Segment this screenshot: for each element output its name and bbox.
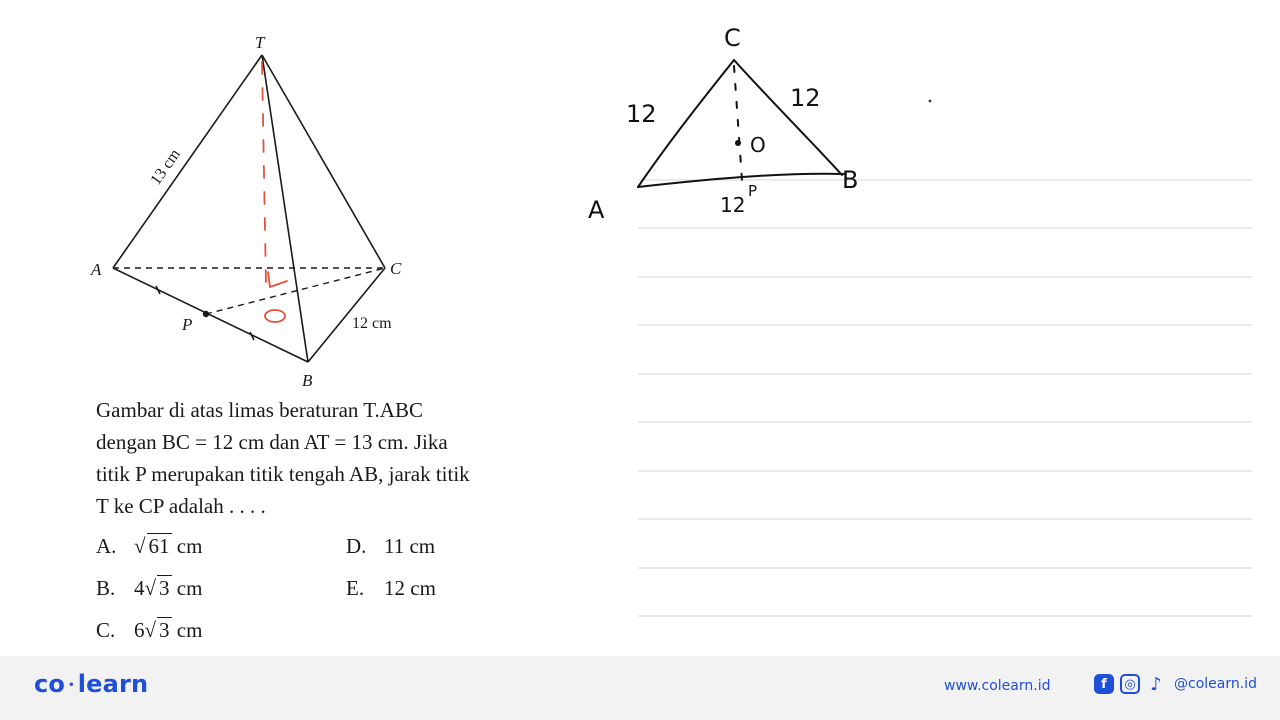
choice-coef: 6 [134,618,145,642]
choice-letter: E. [346,576,365,600]
choice-unit: cm [176,618,203,642]
hand-label-A: A [588,196,605,224]
sqrt-symbol: √ 61 [134,534,170,558]
right-angle-annotation [268,272,287,287]
choice-letter: C. [96,618,116,642]
label-B: B [302,371,313,390]
label-O-annotation [265,310,285,322]
hand-side-CB: 12 [790,84,821,112]
hand-label-C: C [724,24,741,52]
colearn-logo[interactable] [34,670,148,698]
brand-left: co [34,670,66,698]
choice-text: 12 cm [384,576,436,600]
choice-A[interactable] [96,534,202,559]
choice-unit: cm [176,576,203,600]
question-line: Gambar di atas limas beraturan T.ABC [96,398,423,422]
handwritten-triangle [0,0,1280,260]
brand-right: learn [77,670,149,698]
question-line: titik P merupakan titik tengah AB, jarak titik [96,462,470,486]
instagram-icon[interactable]: ◎ [1120,674,1140,694]
question-text [96,394,586,522]
hand-side-AB: 12 [720,193,746,217]
facebook-icon[interactable]: f [1094,674,1114,694]
label-edge-BC: 12 cm [352,315,392,332]
side-CB [734,60,842,175]
brand-dot: • [68,679,75,691]
radicand: 3 [159,618,170,642]
hand-side-AC: 12 [626,100,657,128]
median-CP [734,66,742,180]
choice-unit: cm [176,534,203,558]
choice-E[interactable] [346,576,436,601]
stray-dot [929,100,932,103]
point-P [203,311,209,317]
website-link[interactable]: www.colearn.id [944,678,1051,694]
hand-label-O: O [750,133,766,157]
question-line: dengan BC = 12 cm dan AT = 13 cm. Jika [96,430,448,454]
radicand: 3 [159,576,170,600]
choice-coef: 4 [134,576,145,600]
radicand: 61 [148,534,170,558]
label-P: P [182,315,193,334]
social-links [1094,674,1257,694]
question-line: T ke CP adalah . . . . [96,494,266,518]
label-C: C [390,259,402,278]
choice-letter: A. [96,534,117,558]
label-T: T [255,33,265,52]
tiktok-icon[interactable]: ♪ [1150,673,1162,695]
sqrt-symbol: √ 3 [144,618,170,642]
footer-bar [0,656,1280,720]
choice-B[interactable] [96,576,202,601]
label-A: A [91,260,102,279]
choice-letter: B. [96,576,116,600]
label-edge-AT: 13 cm [147,146,184,189]
choice-C[interactable] [96,618,202,643]
edge-AB [113,268,308,362]
choice-text: 11 cm [384,534,436,558]
choice-D[interactable] [346,534,435,559]
sqrt-symbol: √ 3 [144,576,170,600]
hand-label-B: B [842,166,859,194]
choice-letter: D. [346,534,367,558]
hand-label-P: P [748,182,758,200]
social-handle[interactable]: @colearn.id [1174,676,1257,692]
center-O-dot [735,140,741,146]
